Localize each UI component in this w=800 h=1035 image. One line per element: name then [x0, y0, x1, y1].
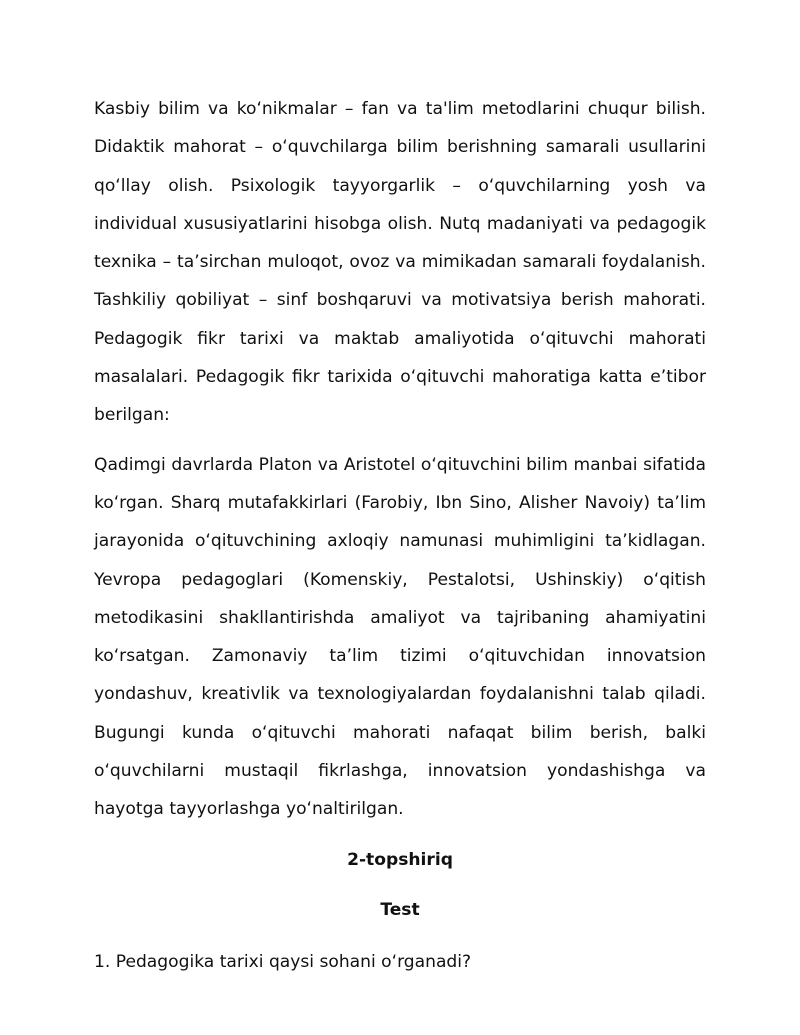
task-heading: 2-topshiriq	[347, 849, 453, 870]
question-1: 1. Pedagogika tarixi qaysi sohani oʻrganadi?	[94, 952, 472, 973]
test-heading: Test	[380, 899, 420, 920]
paragraph-history: Qadimgi davrlarda Platon va Aristotel oʻqituvchini bilim manbai sifatida koʻrgan. Sharq mutafakkirlari (Farobiy, Ibn Sino, Alisher Navoiy) ta’lim jarayonida oʻqituvchining axloqiy namunasi muhimligini ta’kidlagan. Yevropa pedagoglari (Komenskiy, Pestalotsi, Ushinskiy) oʻqitish metodikasini shakllantirishda amaliyot va tajribaning ahamiyatini koʻrsatgan. Zamonaviy ta’lim tizimi oʻqituvchidan innovatsion yondashuv, kreativlik va texnologiyalardan foydalanishni talab qiladi. Bugungi kunda oʻqituvchi mahorati nafaqat bilim berish, balki oʻquvchilarni mustaqil fikrlashga, innovatsion yondashishga va hayotga tayyorlashga yoʻnaltirilgan.	[94, 454, 706, 820]
document-body	[94, 90, 706, 982]
paragraph-teacher-skills: Kasbiy bilim va koʻnikmalar – fan va ta'lim metodlarini chuqur bilish. Didaktik mahorat – oʻquvchilarga bilim berishning samarali usullarini qoʻllay olish. Psixologik tayyorgarlik – oʻquvchilarning yosh va individual xususiyatlarini hisobga olish. Nutq madaniyati va pedagogik texnika – ta’sirchan muloqot, ovoz va mimikadan samarali foydalanish. Tashkiliy qobiliyat – sinf boshqaruvi va motivatsiya berish mahorati. Pedagogik fikr tarixi va maktab amaliyotida oʻqituvchi mahorati masalalari. Pedagogik fikr tarixida oʻqituvchi mahoratiga katta e’tibor berilgan:	[94, 99, 706, 426]
